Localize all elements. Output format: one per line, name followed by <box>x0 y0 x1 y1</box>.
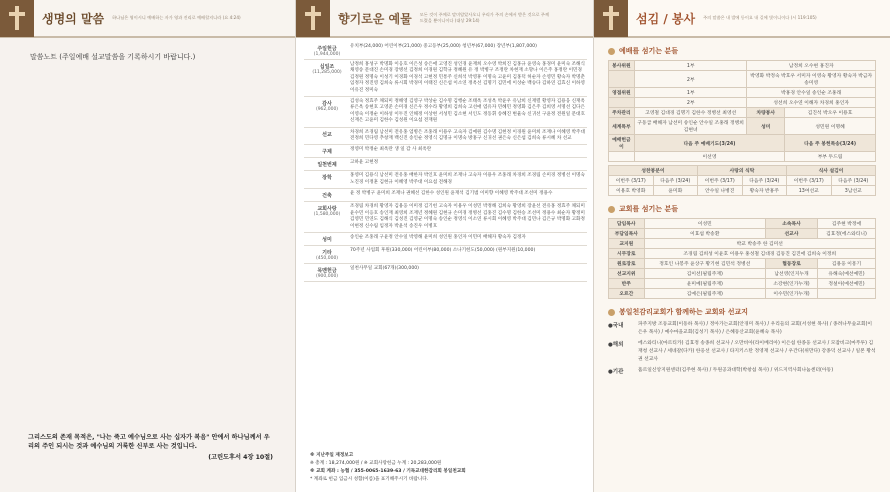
flower-row <box>609 152 876 162</box>
worship-cell: 박영화 박정숙 박호우 서미자 이영숙 황영자 황숙자 박금자 송미영 <box>747 71 876 88</box>
offering-amount: (962,000) <box>315 107 339 113</box>
offering-row <box>304 145 587 158</box>
church-cell: 유해숙(예선예민) <box>818 269 876 279</box>
offering-names: 김성숙 정효주 채되미 정해영 김영구 박상순 김수명 김행순 조태옥 조성옥 박윤우 유남희 신재렬 황영자 김용웅 신재옥 류은옥 송현호 고영준 손미경 신은우 정수라 황영희 김희숙 고선애 염유자 민혜민 정영화 김은주 김희영 서명선 김다은 이영숙 이정순 이하성 이두진 인해정 이상현 서성민 김소현 서인도 정동휘 송혜진 변율숙 신귀선 구윤정 전원일 문대호 신재은 고윤미 김한수 김성원 이요섭 전재원 <box>350 99 585 124</box>
meal-table <box>608 165 876 196</box>
church-cell <box>818 289 876 299</box>
section-mission-label: 봉일천감리교회가 함께하는 교회와 선교지 <box>619 308 749 316</box>
church-cell: 김예은(필립주재) <box>644 289 765 299</box>
worship-table <box>608 60 876 162</box>
service-header <box>594 0 890 38</box>
offering-label: 교회사랑 (1,580,000) <box>304 204 350 230</box>
flower-cell: 이선영 <box>634 152 784 162</box>
church-cell: 박교 박송주 한 김미선 <box>644 239 875 249</box>
meal-cell: 다음주 (3/24) <box>653 176 698 186</box>
worship-cell: 김진석 박오우 이용호 <box>785 108 876 118</box>
meal-cell: 이번주 (3/17) <box>787 176 832 186</box>
worship-row <box>609 108 876 118</box>
cross-icon <box>0 0 34 37</box>
offering-names: 조경림 차경희 황영자 김용웅 이미정 김기헌 고숙자 이용우 이성민 박정해 김희숙 황영희 장윤선 전유홍 정효주 채되미 윤수민 이응호 송인재 최영희 조재년 정혜원 김현규 손미경 정병선 김홍진 김수명 김한승 조선미 정용수 최순자 황정미 김영민 민연도 김해식 김성진 김영균 이명숙 송인순 정영식 이소연 류시회 이혜영 박주대 김민나 김은규 박명화 고화정 이현정 신수림 임정자 박윤석 송진우 이병호 <box>350 204 585 229</box>
church-cell: 오르간 <box>609 289 645 299</box>
offering-row <box>304 246 587 264</box>
worship-cell: 세계특부 <box>609 118 635 135</box>
church-table <box>608 218 876 299</box>
offering-row <box>304 128 587 146</box>
flower-row <box>609 135 876 152</box>
church-row <box>609 229 876 239</box>
offering-title: 향기로운 예물 <box>338 11 412 26</box>
flower-cell <box>609 152 635 162</box>
mission-item <box>608 340 876 364</box>
worship-cell: 1부 <box>634 61 747 71</box>
worship-cell: 1부 <box>634 88 747 98</box>
offering-names: 정영미 박정순 최옥란 생 일 감 사 최옥란 <box>350 147 432 153</box>
service-title: 섬김 / 봉사 <box>636 11 696 26</box>
worship-row <box>609 118 876 135</box>
church-cell: 교지원 <box>609 239 645 249</box>
finance-line: ※ 교회 계좌 : 농협 / 355-0065-1639-63 / 기독교대한감리회 봉일천교회 <box>310 469 466 474</box>
worship-row <box>609 88 876 98</box>
church-cell: 김주현 박정애 <box>818 219 876 229</box>
section-mission <box>608 307 890 317</box>
church-cell: 이수민(인가누개) <box>765 289 817 299</box>
worship-cell: 남정희 오수현 홍진자 <box>747 61 876 71</box>
church-row <box>609 249 876 259</box>
meal-cell: 윤미화 <box>653 186 698 196</box>
worship-cell: 고영철 김대경 김명기 김한수 정병선 최영선 <box>634 108 747 118</box>
offering-row <box>304 264 587 282</box>
meal-cell: 다음주 (3/24) <box>831 176 876 186</box>
offering-names: 차경희 조경림 남선미 전유홍 엄병은 조홍래 이용우 고숙자 김예원 김수명 김현정 이경원 윤미희 조재나 이혜영 박주대 전정희 민다영 추창재 백신진 송인순 정영식 김명규 이명숙 방홍구 신귀선 권은숙 신은섭 김희숙 류시혜 차 선교 <box>350 129 585 142</box>
meal-cell: 이용호 박영화 <box>609 186 654 196</box>
meal-row <box>609 176 876 186</box>
church-cell: 이효섭 박송환 <box>644 229 765 239</box>
bullet-icon <box>608 309 615 316</box>
offering-names: 남정희 홍성구 박명화 이응호 이은성 송은애 고영진 성인경 윤재희 오수영 박희진 김홍규 윤영숙 홍경미 윤미숙 조해식 채영송 문대진 손미경 장병선 김정희 이경원 김학규 정혜원 유 정 박병구 조정란 차현재 소망나 이은주 홍정란 이민경 김정원 정명숙 이성기 이경화 이경석 고현정 민통주 신희석 박영휴 이명숙 고윤미 김홍덕 허순자 손영민 황숙자 박명춘 임정자 정진영 김희숙 류시회 박경미 이태진 신은섭 이소연 정옥선 김명기 김민에 이상순 백승다 김하연 김효신 이하영 이유진 정미숙 <box>350 62 585 93</box>
bullet-icon <box>608 206 615 213</box>
flower-cell: 부부 두드림 <box>785 152 876 162</box>
word-header <box>0 0 295 38</box>
offering-label: 감사 (962,000) <box>304 99 350 125</box>
church-cell: 김효정(에스와티니) <box>818 229 876 239</box>
offering-names: 송인순 조홍래 구윤정 안수일 박영해 윤미희 성인원 홍인자 이민미 배해자 황숙자 김정자 <box>350 234 526 240</box>
offering-label: 건축 <box>322 193 332 200</box>
worship-cell: 성민원 이명혜 <box>785 118 876 135</box>
offering-row <box>304 171 587 189</box>
offering-names: 일천사무일 교회(67개)(300,000) <box>350 265 419 271</box>
worship-row <box>609 98 876 108</box>
offering-row <box>304 202 587 233</box>
flower-label: 예배헌금이 <box>609 135 635 152</box>
offering-amount: (1,944,000) <box>313 52 341 57</box>
worship-cell <box>609 98 635 108</box>
offering-label: 장학 <box>322 175 332 182</box>
worship-cell: 차량봉사 <box>747 108 785 118</box>
finance-line: ※ 지난주일 재정보고 <box>310 453 354 458</box>
church-row <box>609 279 876 289</box>
worship-row <box>609 71 876 88</box>
word-title: 생명의 말씀 <box>42 11 105 26</box>
worship-cell <box>609 71 635 88</box>
meal-cell: 이번주 (3/17) <box>609 176 654 186</box>
offering-amount: (450,000) <box>315 255 339 261</box>
church-cell: 김용웅 이흥기 <box>818 259 876 269</box>
offering-amount: (1,580,000) <box>313 212 341 218</box>
church-row <box>609 269 876 279</box>
finance-report <box>310 452 585 484</box>
section-church <box>608 204 890 214</box>
meal-cell: 다음주 (3/24) <box>742 176 787 186</box>
church-row <box>609 289 876 299</box>
offering-verse: 모든 것이 주께로 말미암았사오니 우리가 주의 손에서 받은 것으로 주께 드렸을 뿐이니이다 (대상 29:14) <box>419 12 550 23</box>
offering-names: 윤 정 박병구 윤미희 조재나 권혜선 김한수 성인원 윤재석 김기범 이미향 이혜영 박주대 조선미 정용수 <box>350 191 553 197</box>
church-cell: 남선영(인지누개 <box>765 269 817 279</box>
offering-label: 주일헌금 (1,944,000) <box>304 44 350 57</box>
offering-row <box>304 42 587 60</box>
church-cell: 반주 <box>609 279 645 289</box>
meal-head: 성찬봉분이 <box>609 166 698 176</box>
sermon-note: 말씀노트 (주일예배 설교말씀을 기록하시기 바랍니다.) <box>30 53 196 61</box>
quote-block <box>28 433 273 462</box>
church-cell: 부담임목사 <box>609 229 645 239</box>
flower-head: 다음 주 봉헌특송(3/24) <box>785 135 876 152</box>
offering-row <box>304 189 587 202</box>
service-verse: 주의 말씀은 내 발에 등이요 내 길에 빛이니이다 (시 119:105) <box>703 15 817 20</box>
church-cell: 소속목사 <box>765 219 817 229</box>
service-panel <box>594 0 890 492</box>
church-cell: 선교사 <box>765 229 817 239</box>
worship-cell: 구동급 배해자 남선미 송인순 안수일 조홍래 정병희 김현녀 <box>634 118 747 135</box>
meal-cell: 이번주 (3/17) <box>698 176 743 186</box>
mission-list <box>608 321 876 375</box>
worship-cell: 영접위원 <box>609 88 635 98</box>
offering-label: 목멘헌금 (900,000) <box>304 266 350 279</box>
meal-cell: 안수일 나병진 <box>698 186 743 196</box>
mission-kind: ●해외 <box>608 342 624 348</box>
offering-row <box>304 97 587 128</box>
church-cell: 협동장로 <box>765 259 817 269</box>
worship-cell: 2부 <box>634 71 747 88</box>
mission-names: 흡르일신앙지원센터(김주현 목사) / 두원공과대학(박창섭 목사) / 위드지역사회나눔센터(아동) <box>638 368 834 373</box>
mission-kind: ●기관 <box>608 369 624 375</box>
meal-head: 식사 설김이 <box>787 166 876 176</box>
church-row <box>609 239 876 249</box>
worship-cell: 주차관리 <box>609 108 635 118</box>
meal-head-row <box>609 166 876 176</box>
offering-amount: (900,000) <box>315 273 339 279</box>
section-worship-label: 예배를 섬기는 분들 <box>619 47 678 55</box>
mission-item <box>608 367 876 375</box>
worship-cell: 성미 <box>747 118 785 135</box>
church-cell: 원로장로 <box>609 259 645 269</box>
church-cell: 조경림 김희성 이윤호 이용우 홍성철 김대경 김동진 김진애 김희숙 이정희 <box>644 249 875 259</box>
church-cell: 이성민 <box>644 219 765 229</box>
church-cell: 김이선(필립주재) <box>644 269 765 279</box>
offering-names: 고하윤 고현정 <box>350 160 379 166</box>
bullet-icon <box>608 48 615 55</box>
word-panel <box>0 0 296 492</box>
worship-cell: 2부 <box>634 98 747 108</box>
quote-text: 그리스도의 존재 목적은, "나는 죽고 예수님으로 사는 십자가 복음" 안에서 하나님께서 우리의 주인 되시는 것과 예수님의 거룩한 신부로 사는 것입니다. <box>28 434 270 450</box>
church-cell: 소강현(인가누개) <box>765 279 817 289</box>
section-church-label: 교회를 섬기는 분들 <box>619 205 678 213</box>
mission-item <box>608 321 876 337</box>
offering-amount: (11,285,000) <box>312 70 342 75</box>
worship-cell: 성선희 오수연 이해자 차경희 홍인자 <box>747 98 876 108</box>
offering-row <box>304 233 587 246</box>
worship-row <box>609 61 876 71</box>
church-cell: 선교지위 <box>609 269 645 279</box>
mission-kind: ●국내 <box>608 323 624 329</box>
offering-names: 유치부(24,000) 어린이부(21,000) 중고등부(25,000) 청년부(67,000) 장년부(1,807,000) <box>350 44 537 49</box>
church-cell: 정설아(예선예민) <box>818 279 876 289</box>
offering-label: 구제 <box>322 149 332 156</box>
section-worship <box>608 46 890 56</box>
offering-header <box>296 0 593 38</box>
church-cell: 윤미예(필립주재) <box>644 279 765 289</box>
meal-cell: 3남선교 <box>831 186 876 196</box>
offering-label: 선교 <box>322 131 332 138</box>
finance-line: * 계좌로 헌금 입금시 성함(이름)을 표기해주시기 바랍니다. <box>310 477 429 482</box>
mission-names: 에스와티니(마르티카) 김효정 송종희 선교사 / 오만비아(라이베리아) 이은섭 한종웅 선교사 / 모잠비크(마푸투) 김재청 선교사 / 세네갈(다카) 한웅선 선교사 / 타지키스탄 정영재 선교사 / 우간다(위만다) 강종덕 선교사 / 일본 황석권 선교사 <box>638 341 876 362</box>
worship-cell: 봉사위원 <box>609 61 635 71</box>
offering-panel <box>296 0 594 492</box>
word-verse: 하나님은 영이시니 예배하는 자가 영과 진리로 예배할지니라 (요 4:24) <box>112 15 241 20</box>
meal-cell: 황숙자 반홍주 <box>742 186 787 196</box>
mission-names: 파주지방 조동교회(이동하 목사) / 정아가는교회(안경미 목사) / 우리들의 교회(서성현 목사) / 종려나무숲교회(이은우 목사) / 예수마을교회(김성기 목사) / 은혜동산교회(윤혜숙 목사) <box>638 322 872 335</box>
church-cell: 정호인 나봉주 윤상구 황기현 김민석 정병선 <box>644 259 765 269</box>
offering-list <box>304 42 587 282</box>
offering-label: 일천번제 <box>317 162 337 169</box>
offering-names: 70주년 사업회 후원(330,000) 어린이부(80,000) 소나기헌도(50,000) (원부지원(10,000) <box>350 247 536 253</box>
church-cell: 담임목사 <box>609 219 645 229</box>
offering-row <box>304 60 587 97</box>
church-row <box>609 259 876 269</box>
offering-label: 기타 (450,000) <box>304 248 350 261</box>
church-row <box>609 219 876 229</box>
offering-label: 성미 <box>322 236 332 243</box>
worship-cell: 박홍경 안수일 송인순 조홍래 <box>747 88 876 98</box>
quote-source: (고린도후서 4장 10절) <box>208 454 273 461</box>
cross-icon <box>594 0 628 37</box>
offering-names: 홍영미 김용식 남선미 전유홍 배한자 박인호 윤미희 조재나 고숙자 이용우 조홍래 차경희 조경림 손미경 정병선 이명숙 노진경 이정훈 김현규 이혜영 박주대 이요섭 전해경 <box>350 173 585 185</box>
offering-label: 십일조 (11,285,000) <box>304 62 350 94</box>
cross-icon <box>296 0 330 37</box>
church-cell: 시무장로 <box>609 249 645 259</box>
meal-row <box>609 186 876 196</box>
offering-row <box>304 158 587 171</box>
meal-head: 사랑의 식탁 <box>698 166 787 176</box>
flower-head: 다음 주 예배기도(3/24) <box>634 135 784 152</box>
meal-cell: 13여선교 <box>787 186 832 196</box>
finance-line: ※ 총계 : 18,274,000원 / ※ 교회사랑헌금 누계 : 20,283,000원 <box>310 461 442 466</box>
